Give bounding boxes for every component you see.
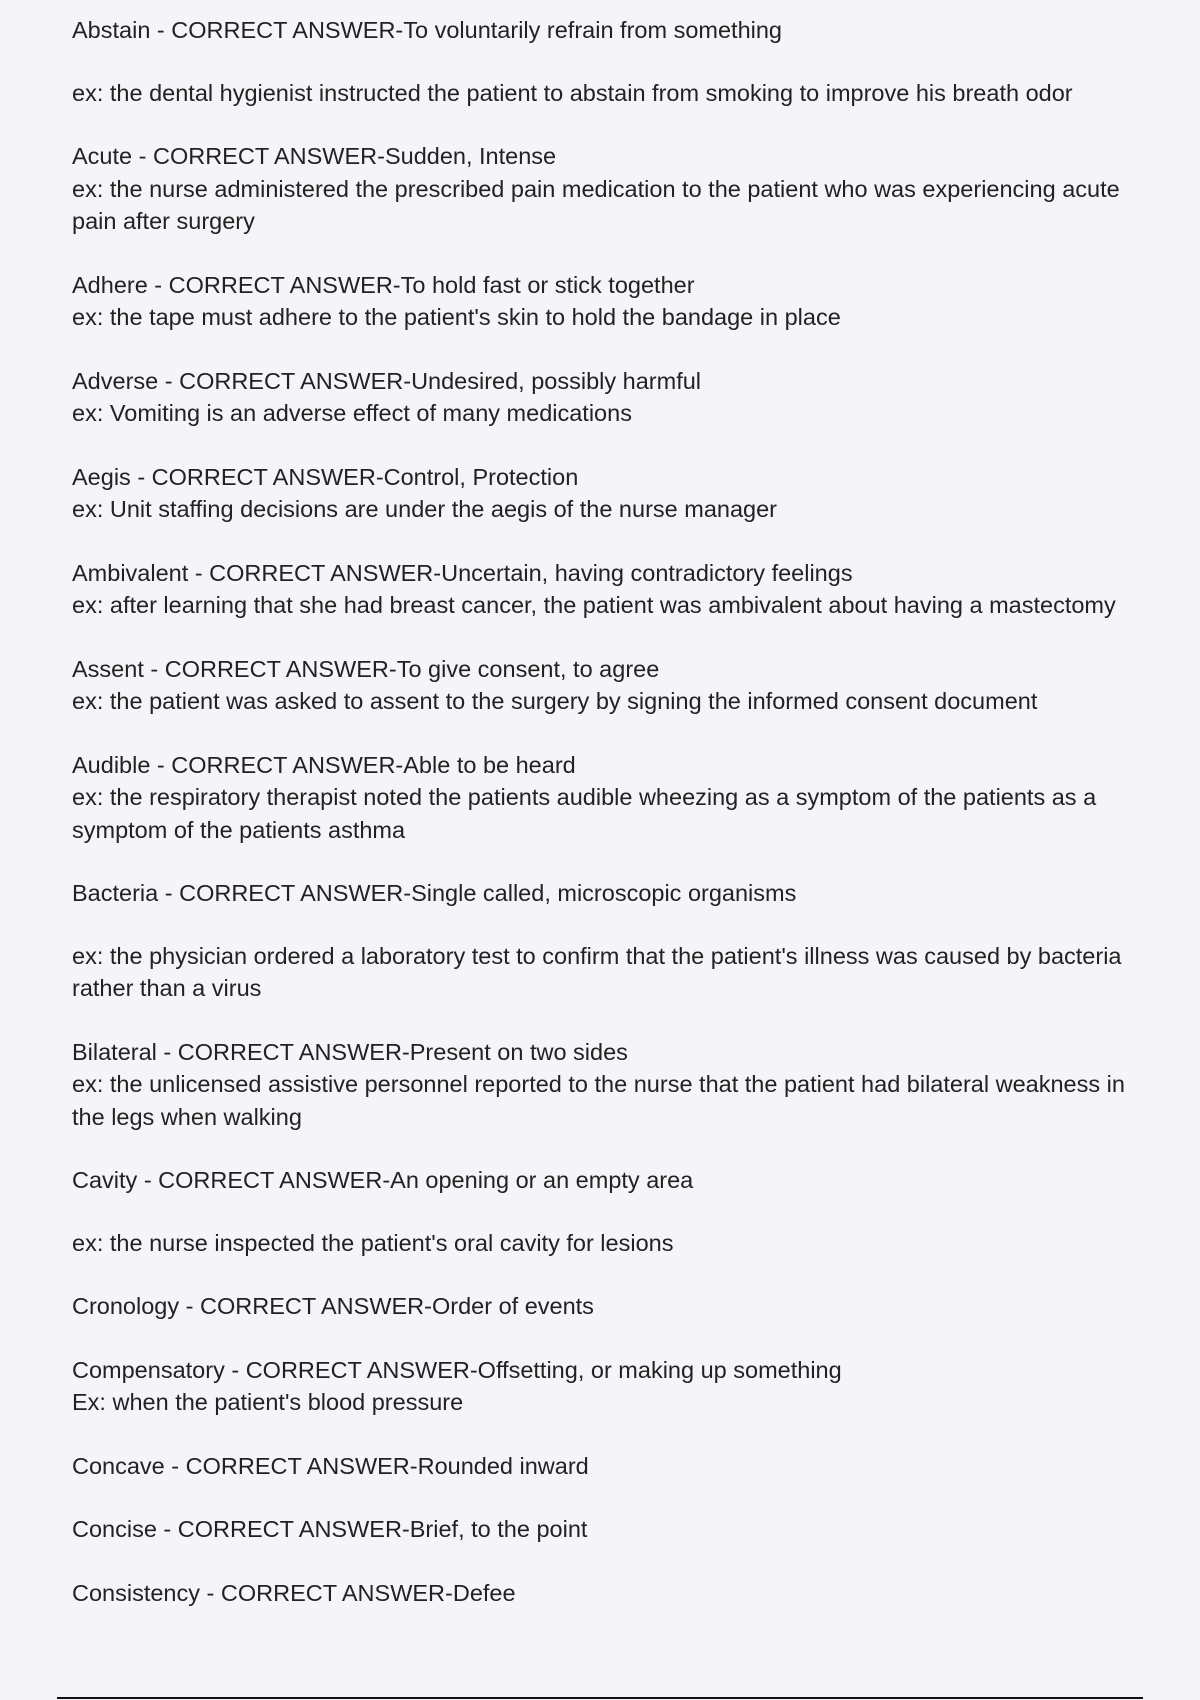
vocab-entry [72,1354,1132,1419]
example-sentence: ex: the physician ordered a laboratory test to confirm that the patient's illness was caused by bacteria rather than a virus [72,942,1122,1001]
example-sentence: ex: Vomiting is an adverse effect of many medications [72,400,632,426]
vocab-entry [72,1290,1132,1323]
example-sentence: ex: Unit staffing decisions are under the aegis of the nurse manager [72,496,777,522]
example-sentence: ex: the tape must adhere to the patient's skin to hold the bandage in place [72,304,841,330]
vocab-entry [72,365,1132,430]
term-definition: Cavity - CORRECT ANSWER-An opening or an empty area [72,1167,694,1193]
vocab-entry [72,1450,1132,1483]
term-definition: Cronology - CORRECT ANSWER-Order of events [72,1293,594,1319]
term-definition: Concave - CORRECT ANSWER-Rounded inward [72,1452,589,1479]
example-sentence: ex: the respiratory therapist noted the patients audible wheezing as a symptom of the patients as a symptom of the patients asthma [72,784,1097,843]
example-sentence: ex: after learning that she had breast cancer, the patient was ambivalent about having a mastectomy [72,592,1116,618]
term-definition: Abstain - CORRECT ANSWER-To voluntarily refrain from something [72,17,783,43]
term-definition: Acute - CORRECT ANSWER-Sudden, Intense [72,143,557,169]
term-definition: Bacteria - CORRECT ANSWER-Single called, microscopic organisms [72,880,797,906]
vocab-entry [72,269,1132,334]
vocab-entry [72,140,1132,238]
vocab-entry [72,557,1132,622]
vocab-entry [72,1164,1132,1259]
vocab-entry [72,14,1132,109]
example-sentence: ex: the nurse inspected the patient's oral cavity for lesions [72,1229,674,1256]
term-definition: Assent - CORRECT ANSWER-To give consent, to agree [72,655,660,682]
flashcard-list [72,14,1132,1640]
term-definition: Adverse - CORRECT ANSWER-Undesired, possibly harmful [72,367,702,394]
term-definition: Compensatory - CORRECT ANSWER-Offsetting, or making up something [72,1356,842,1383]
term-definition: Adhere - CORRECT ANSWER-To hold fast or stick together [72,271,695,298]
example-sentence: ex: the unlicensed assistive personnel reported to the nurse that the patient had bilateral weakness in the legs when walking [72,1071,1125,1130]
example-sentence: ex: the nurse administered the prescribed pain medication to the patient who was experiencing acute pain after surgery [72,175,1120,234]
vocab-entry [72,877,1132,1005]
bottom-divider [57,1697,1143,1699]
vocab-entry [72,749,1132,847]
term-definition: Audible - CORRECT ANSWER-Able to be heard [72,751,576,778]
example-sentence: Ex: when the patient's blood pressure [72,1389,464,1415]
term-definition: Bilateral - CORRECT ANSWER-Present on two sides [72,1038,628,1065]
term-definition: Ambivalent - CORRECT ANSWER-Uncertain, having contradictory feelings [72,559,853,586]
vocab-entry [72,461,1132,526]
vocab-entry [72,1036,1132,1134]
vocab-entry [72,1577,1132,1610]
term-definition: Concise - CORRECT ANSWER-Brief, to the point [72,1516,588,1542]
term-definition: Consistency - CORRECT ANSWER-Defee [72,1579,516,1606]
vocab-entry [72,1513,1132,1546]
term-definition: Aegis - CORRECT ANSWER-Control, Protection [72,463,579,490]
vocab-entry [72,653,1132,718]
example-sentence: ex: the patient was asked to assent to the surgery by signing the informed consent document [72,688,1038,714]
example-sentence: ex: the dental hygienist instructed the patient to abstain from smoking to improve his breath odor [72,79,1073,106]
